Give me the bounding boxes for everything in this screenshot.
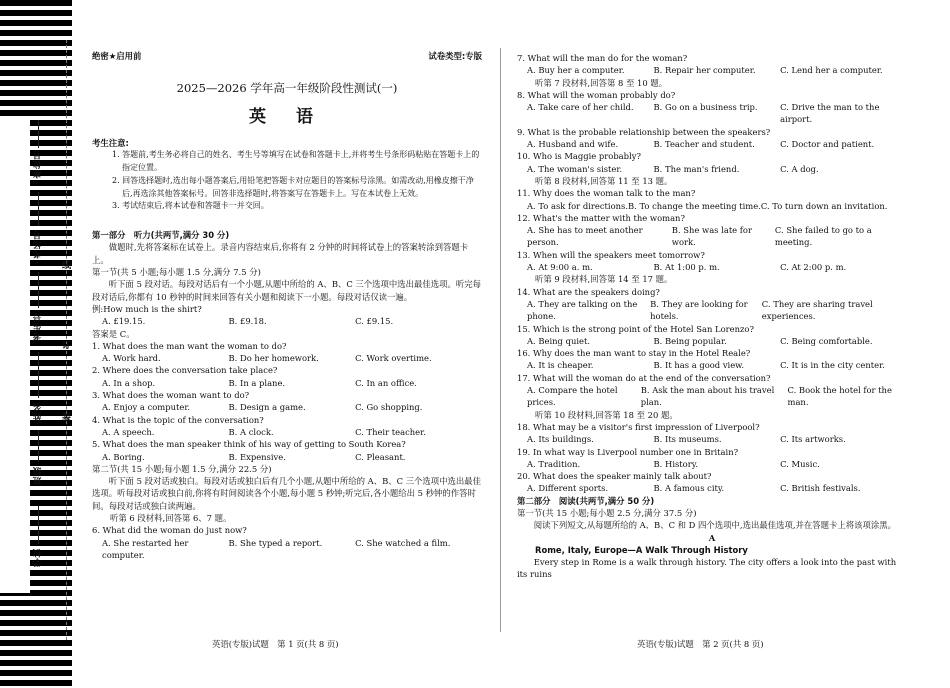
question: 20. What does the speaker mainly talk about? [517,471,712,482]
question: 16. Why does the man want to stay in the Hotel Reale? [517,348,751,359]
options [92,401,482,413]
option: B. Go on a business trip. [653,102,758,113]
option: A. Tradition. [527,458,581,469]
section2-heading: 第二节(共 15 小题;每小题 1.5 分,满分 22.5 分) [92,463,272,474]
material-instruction: 听第 7 段材料,回答第 8 至 10 题。 [535,77,668,88]
page-footer-right: 英语(专版)试题 第 2 页(共 8 页) [637,639,764,649]
material-instruction: 听第 10 段材料,回答第 18 至 20 题。 [535,409,678,420]
page-2 [517,52,907,581]
option: B. Ask the man about his travel plan. [640,385,775,408]
question: 18. What may be a visitor's first impression of Liverpool? [517,421,760,432]
option: A. She restarted her computer. [102,537,189,560]
options [517,482,907,494]
option: A. Its buildings. [527,434,594,445]
option: C. Work overtime. [355,353,432,364]
option: A. Husband and wife. [527,139,619,150]
option: A. It is cheaper. [527,360,594,371]
material-instruction: 听第 9 段材料,回答第 14 至 17 题。 [535,274,673,285]
options [517,335,907,347]
material-instruction: 听第 6 段材料,回答第 6、7 题。 [110,513,232,523]
option: A. The woman's sister. [527,163,623,174]
question: 17. What will the woman do at the end of the conversation? [517,372,771,383]
column-divider [500,48,501,632]
option: A. In a shop. [102,377,156,388]
question: 9. What is the probable relationship between the speakers? [517,126,771,137]
option: C. Music. [780,458,820,469]
part1-intro: 做题时,先将答案标在试卷上。录音内容结束后,你将有 2 分钟的时间将试卷上的答案转涂到答题卡上。 [92,242,469,265]
option: A. Boring. [102,451,145,462]
option: A. Compare the hotel prices. [527,385,618,408]
question: 2. Where does the conversation take place? [92,365,278,376]
option: C. At 2:00 p. m. [780,262,847,273]
option: A. She has to meet another person. [527,225,643,248]
question: 12. What's the matter with the woman? [517,212,685,223]
name-line [38,352,39,398]
exam-title: 2025—2026 学年高一年级阶段性测试(一) [176,81,398,96]
question: 8. What will the woman probably do? [517,89,676,100]
notice-heading: 考生注意: [92,137,129,148]
option: C. Their teacher. [355,426,426,437]
question: 19. In what way is Liverpool number one in Britain? [517,446,739,457]
options [92,377,482,389]
option: A. At 9:00 a. m. [527,262,593,273]
section2-intro: 听下面 5 段对话或独白。每段对话或独白后有几个小题,从题中所给的 A、B、C 三个选项中选出最佳选项。听每段对话或独白前,你将有时间阅读各个小题,每小题 5 秒钟;听完后,各小题给出 5 秒钟的作答时间。每段对话或独白读两遍。 [92,476,482,511]
option: C. Being comfortable. [780,335,873,346]
room-number-line [38,192,39,226]
seal-char-line: 线 [62,261,72,271]
option: B. Its museums. [653,434,722,445]
class-line [38,430,39,462]
options [517,200,907,212]
option: B. To change the meeting time. [627,200,761,211]
example-options [92,315,482,327]
options [92,537,482,562]
option: C. Its artworks. [780,434,846,445]
material-instruction: 听第 8 段材料,回答第 11 至 13 题。 [535,175,673,186]
option: B. History. [653,458,698,469]
question: 13. When will the speakers meet tomorrow? [517,249,705,260]
option: B. A clock. [228,426,274,437]
option: B. She was late for work. [671,225,752,248]
example-question: 例:How much is the shirt? [92,303,202,314]
options [517,64,907,76]
page-1 [92,50,482,561]
paper-type-label: 试卷类型:专版 [428,51,482,61]
seal-char-bind: 订 [62,341,72,351]
question: 10. Who is Maggie probably? [517,151,641,162]
question: 14. What are the speakers doing? [517,286,660,297]
question: 4. What is the topic of the conversation? [92,414,264,425]
option: C. Doctor and patient. [780,139,875,150]
question: 7. What will the man do for the woman? [517,53,688,63]
option: C. A dog. [780,163,819,174]
part2-intro: 阅读下列短文,从每题所给的 A、B、C 和 D 四个选项中,选出最佳选项,并在答题卡上将该项涂黑。 [533,520,897,531]
option: C. Go shopping. [355,402,423,413]
name-label: 姓名 [33,402,43,421]
options [92,451,482,463]
options [517,384,907,409]
option: A. A speech. [102,426,155,437]
part1-heading: 第一部分 听力(共两节,满分 30 分) [92,230,230,241]
option: C. Lend her a computer. [780,65,883,76]
section1-heading: 第一节(共 5 小题;每小题 1.5 分,满分 7.5 分) [92,267,261,278]
seat-number-line [38,120,39,148]
subject-title: 英 语 [249,106,325,127]
option: B. Do her homework. [228,353,319,364]
option: A. £19.15. [102,316,146,327]
option: C. She watched a film. [355,537,451,548]
option: C. Book the hotel for the man. [787,385,892,408]
options [92,352,482,364]
student-number-label: 考生号 [33,312,43,341]
option: C. It is in the city center. [780,360,885,371]
options [517,359,907,371]
part2-section1-heading: 第一节(共 15 小题;每小题 2.5 分,满分 37.5 分) [517,507,697,518]
option: B. A famous city. [653,483,725,494]
option: C. Pleasant. [355,451,406,462]
option: A. Being quiet. [527,335,590,346]
question: 1. What does the man want the woman to do? [92,340,287,351]
option: C. British festivals. [780,483,861,494]
options [517,458,907,470]
option: A. Enjoy a computer. [102,402,191,413]
option: B. In a plane. [228,377,286,388]
option: B. At 1:00 p. m. [653,262,720,273]
options [517,101,907,126]
binding-blank-area [0,118,30,593]
binding-margin [0,0,88,688]
options [517,298,907,323]
options [92,426,482,438]
options [517,261,907,273]
option: C. Drive the man to the airport. [780,102,880,125]
option: B. £9.18. [228,316,267,327]
option: B. Expensive. [228,451,286,462]
option: B. Design a game. [228,402,306,413]
option: C. They are sharing travel experiences. [761,298,873,322]
option: B. She typed a report. [228,537,323,548]
option: B. Repair her computer. [653,65,756,76]
option: B. Teacher and student. [653,139,755,150]
school-label: 学校 [33,548,43,567]
option: A. Work hard. [102,353,161,364]
example-answer: 答案是 C。 [92,328,135,339]
seat-number-label: 座位号 [33,150,43,179]
option: A. They are talking on the phone. [527,298,638,322]
class-label: 班级 [33,466,43,485]
passage-title: Rome, Italy, Europe—A Walk Through History [535,544,748,555]
option: B. They are looking for hotels. [650,298,748,322]
notice-item: 3. 考试结束后,将本试卷和答题卡一并交回。 [112,201,269,211]
option: B. It has a good view. [653,360,745,371]
option: A. Different sports. [527,483,609,494]
secret-label: 绝密★启用前 [92,51,142,61]
options [517,138,907,150]
notice-item: 1. 答题前,考生务必将自己的姓名、考生号等填写在试卷和答题卡上,并将考生号条形码粘贴在答题卡上的指定位置。 [112,150,480,172]
option: C. To turn down an invitation. [760,200,888,211]
seal-char-pack: 装 [62,413,72,423]
option: C. £9.15. [355,316,394,327]
question: 11. Why does the woman talk to the man? [517,188,696,199]
option: A. Take care of her child. [527,102,634,113]
part2-heading: 第二部分 阅读(共两节,满分 50 分) [517,495,655,506]
notice-item: 2. 回答选择题时,选出每小题答案后,用铅笔把答题卡对应题目的答案标号涂黑。如需改动,用橡皮擦干净后,再选涂其他答案标号。回答非选择题时,将答案写在答题卡上。写在本试卷上无效。 [112,175,474,198]
option: C. She failed to go to a meeting. [774,225,872,248]
options [517,163,907,175]
option: B. Being popular. [653,335,727,346]
passage-letter: A [708,532,716,543]
student-number-line [38,272,39,308]
option: A. To ask for directions. [527,200,628,211]
question: 3. What does the woman want to do? [92,390,250,401]
passage-text: Every step in Rome is a walk through history. The city offers a look into the past with its ruins [517,557,897,580]
options [517,224,907,249]
option: B. The man's friend. [653,163,740,174]
question: 5. What does the man speaker think of his way of getting to South Korea? [92,439,406,450]
section1-intro: 听下面 5 段对话。每段对话后有一个小题,从题中所给的 A、B、C 三个选项中选出最佳选项。听完每段对话后,你都有 10 秒钟的时间来回答有关小题和阅读下一小题。每段对话仅读一遍。 [92,279,482,302]
option: C. In an office. [355,377,417,388]
page-footer-left: 英语(专版)试题 第 1 页(共 8 页) [212,639,339,649]
school-line [38,506,39,544]
options [517,433,907,445]
room-number-label: 考场号 [33,230,43,259]
question: 15. Which is the strong point of the Hotel San Lorenzo? [517,323,754,334]
page-header [92,50,482,62]
option: A. Buy her a computer. [527,65,625,76]
question: 6. What did the woman do just now? [92,525,247,536]
